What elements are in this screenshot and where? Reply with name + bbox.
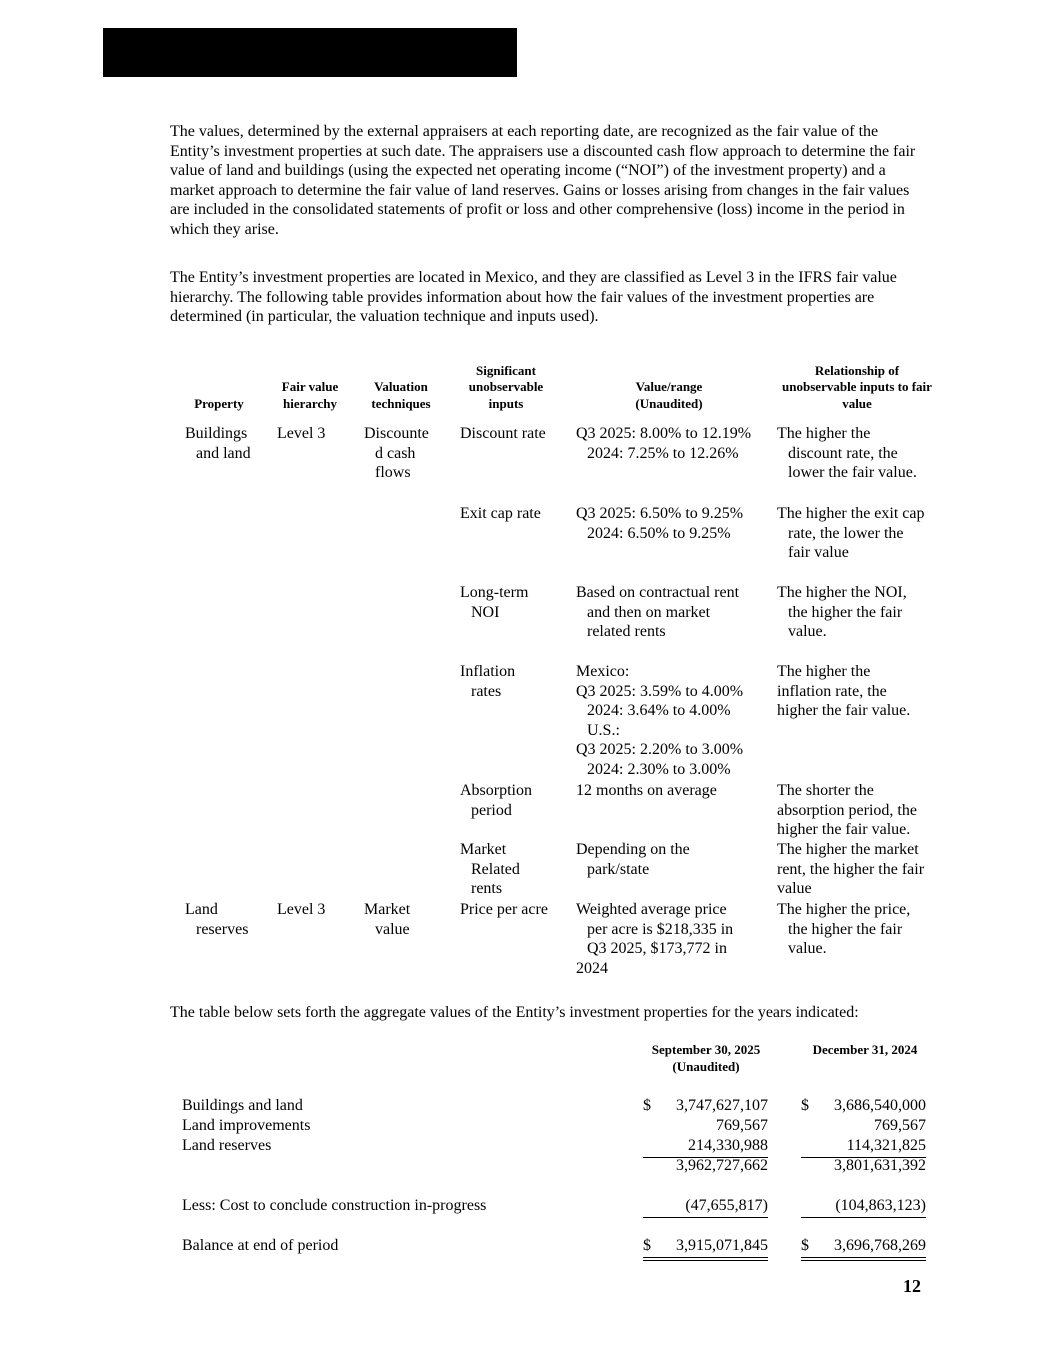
value-range-cell <box>576 840 774 879</box>
text-line: higher the fair value. <box>777 821 911 838</box>
row-label: Land improvements <box>182 1117 311 1134</box>
redaction-bar <box>103 28 517 77</box>
text-line: 2024: 7.25% to 12.26% <box>587 444 739 462</box>
currency-symbol: $ <box>801 1097 809 1114</box>
value-range-cell <box>576 781 774 801</box>
column-header-significant-unobservable-inputs <box>454 354 558 412</box>
text-line: lower the fair value. <box>788 464 917 481</box>
text-line: Q3 2025: 6.50% to 9.25% <box>576 505 744 522</box>
text-line: Value/range <box>635 379 703 394</box>
text-line: The shorter the <box>777 782 874 799</box>
amount-2024 <box>801 1096 926 1117</box>
amount-2024 <box>801 1236 926 1261</box>
text-line: per acre is $218,335 in <box>587 920 734 938</box>
text-line: Depending on the <box>576 841 690 858</box>
text-line: Discount rate <box>460 425 546 442</box>
amount-value: 3,696,768,269 <box>834 1237 926 1254</box>
text-line: Valuation <box>374 379 428 394</box>
text-line: value <box>842 395 872 411</box>
text-line: absorption period, the <box>777 801 917 819</box>
text-line: Long-term <box>460 584 529 601</box>
relationship-cell <box>777 504 945 563</box>
text-line: related rents <box>587 623 666 640</box>
text-line: unobservable <box>468 379 544 394</box>
text-line: 2024 <box>576 959 608 977</box>
input-cell <box>460 662 562 701</box>
column-header-value-range <box>576 354 762 412</box>
column-header-valuation-techniques <box>359 354 443 412</box>
amount-value: 769,567 <box>874 1117 926 1134</box>
column-header-december-2024 <box>788 1041 942 1058</box>
amount-value: 3,801,631,392 <box>834 1157 926 1174</box>
text-line: The higher the exit cap <box>777 505 925 522</box>
amount-value: 3,686,540,000 <box>834 1097 926 1114</box>
text-line: U.S.: <box>587 721 620 739</box>
text-line: period <box>471 801 512 819</box>
input-cell <box>460 840 562 899</box>
input-cell <box>460 781 562 820</box>
text-line: value <box>375 920 410 938</box>
relationship-cell <box>777 900 945 959</box>
text-line: rate, the lower the <box>788 524 904 542</box>
text-line: 2024: 3.64% to 4.00% <box>587 702 731 719</box>
text-line: value. <box>788 623 827 640</box>
relationship-cell <box>777 424 945 483</box>
amount-value: (47,655,817) <box>685 1197 768 1214</box>
text-line: Q3 2025: 2.20% to 3.00% <box>576 741 744 758</box>
text-line: December 31, 2024 <box>812 1042 918 1057</box>
text-line: techniques <box>371 395 431 411</box>
text-line: 12 months on average <box>576 782 717 799</box>
text-line: reserves <box>196 920 249 938</box>
currency-symbol: $ <box>801 1237 809 1254</box>
text-line: park/state <box>587 860 650 878</box>
text-line: the higher the fair <box>788 603 903 621</box>
amount-2025 <box>643 1136 768 1158</box>
input-cell <box>460 424 562 444</box>
text-line: and then on market <box>587 603 711 621</box>
text-line: Fair value <box>281 379 339 394</box>
amount-value: 3,962,727,662 <box>676 1157 768 1174</box>
text-line: Based on contractual rent <box>576 584 740 601</box>
text-line: Market <box>364 901 411 918</box>
row-label: Buildings and land <box>182 1097 303 1114</box>
amount-2025 <box>643 1116 768 1137</box>
row-label: Balance at end of period <box>182 1237 339 1254</box>
amount-value: (104,863,123) <box>835 1197 926 1214</box>
text-line: the higher the fair <box>788 920 903 938</box>
text-line: rates <box>471 682 502 700</box>
text-line: Level 3 <box>277 901 326 918</box>
value-range-cell <box>576 424 774 463</box>
paragraph-level3-intro: The Entity’s investment properties are located in Mexico, and they are classified as Level 3 in the IFRS fair value hierarchy. The following table provides information about how the fair values of the investment properties are determined (in particular, the valuation technique and inputs used). <box>170 269 897 325</box>
text-line: Exit cap rate <box>460 505 541 522</box>
text-line: Property <box>194 395 244 411</box>
technique-cell <box>364 900 446 939</box>
amount-value: 214,330,988 <box>688 1137 768 1154</box>
relationship-cell <box>777 662 945 721</box>
text-line: NOI <box>471 603 500 621</box>
text-line: Discounte <box>364 425 429 442</box>
amount-value: 769,567 <box>716 1117 768 1134</box>
text-line: Mexico: <box>576 663 630 680</box>
text-line: flows <box>375 464 411 481</box>
text-line: Level 3 <box>277 425 326 442</box>
amount-2024 <box>801 1116 926 1137</box>
text-line: Market <box>460 841 507 858</box>
amount-value: 114,321,825 <box>846 1137 926 1154</box>
technique-cell <box>364 424 446 483</box>
text-line: Land <box>185 901 218 918</box>
text-line: The higher the market <box>777 841 919 858</box>
text-line: Relationship of <box>814 362 900 378</box>
row-label: Less: Cost to conclude construction in-progress <box>182 1197 487 1214</box>
text-line: The higher the <box>777 425 871 442</box>
amount-2025 <box>643 1196 768 1218</box>
value-range-cell <box>576 662 774 779</box>
text-line: inputs <box>488 395 524 411</box>
currency-symbol: $ <box>643 1237 651 1254</box>
text-line: discount rate, the <box>788 444 898 462</box>
text-line: Q3 2025, $173,772 in <box>587 940 727 957</box>
paragraph-aggregate-intro: The table below sets forth the aggregate values of the Entity’s investment properties for the years indicated: <box>170 1004 859 1021</box>
text-line: Inflation <box>460 663 516 680</box>
text-line: Price per acre <box>460 901 548 918</box>
column-header-fair-value-hierarchy <box>271 354 349 412</box>
text-line: (Unaudited) <box>672 1059 740 1074</box>
text-line: Q3 2025: 8.00% to 12.19% <box>576 425 752 442</box>
text-line: The higher the NOI, <box>777 584 907 601</box>
column-header-property <box>180 354 258 412</box>
text-line: 2024: 6.50% to 9.25% <box>587 524 731 542</box>
currency-symbol: $ <box>643 1097 651 1114</box>
input-cell <box>460 504 562 524</box>
hierarchy-cell <box>277 424 347 444</box>
row-label: Land reserves <box>182 1137 272 1154</box>
text-line: The higher the <box>777 663 871 680</box>
text-line: value. <box>788 940 827 957</box>
text-line: rent, the higher the fair <box>777 860 925 878</box>
text-line: inflation rate, the <box>777 682 887 700</box>
hierarchy-cell <box>277 900 347 920</box>
column-header-september-2025 <box>628 1041 784 1075</box>
value-range-cell <box>576 900 774 978</box>
text-line: d cash <box>375 444 416 462</box>
text-line: 2024: 2.30% to 3.00% <box>587 760 731 778</box>
amount-2024 <box>801 1196 926 1218</box>
column-header-relationship <box>774 354 940 412</box>
input-cell <box>460 583 562 622</box>
input-cell <box>460 900 562 920</box>
text-line: Weighted average price <box>576 901 727 918</box>
text-line: September 30, 2025 <box>651 1042 761 1057</box>
property-cell <box>185 900 273 939</box>
text-line: The higher the price, <box>777 901 911 918</box>
text-line: higher the fair value. <box>777 702 911 719</box>
amount-2025 <box>643 1236 768 1261</box>
value-range-cell <box>576 583 774 642</box>
paragraph-fair-value-recognition: The values, determined by the external appraisers at each reporting date, are recognized as the fair value of the Entity’s investment properties at such date. The appraisers use a discounted cash flow approach to determine the fair value of land and buildings (using the expected net operating income (“NOI”) of the investment property) and a market approach to determine the fair value of land reserves. Gains or losses arising from changes in the fair values are included in the consolidated statements of profit or loss and other comprehensive (loss) income in the period in which they arise. <box>170 123 916 238</box>
text-line: hierarchy <box>283 395 337 411</box>
text-line: (Unaudited) <box>635 395 703 411</box>
text-line: Buildings <box>185 425 248 442</box>
relationship-cell <box>777 583 945 642</box>
text-line: fair value <box>788 544 849 561</box>
amount-2025 <box>643 1096 768 1117</box>
text-line: and land <box>196 444 251 462</box>
amount-2025 <box>643 1156 768 1177</box>
text-line: rents <box>471 880 503 897</box>
amount-2024 <box>801 1136 926 1158</box>
page-number: 12 <box>903 1276 921 1296</box>
text-line: Absorption <box>460 782 532 799</box>
text-line: Q3 2025: 3.59% to 4.00% <box>576 682 744 700</box>
relationship-cell <box>777 781 945 840</box>
amount-value: 3,747,627,107 <box>676 1097 768 1114</box>
text-line: Related <box>471 860 520 878</box>
property-cell <box>185 424 273 463</box>
value-range-cell <box>576 504 774 543</box>
amount-value: 3,915,071,845 <box>676 1237 768 1254</box>
text-line: value <box>777 880 812 897</box>
amount-2024 <box>801 1156 926 1177</box>
text-line: Significant <box>476 362 536 378</box>
relationship-cell <box>777 840 945 899</box>
text-line: unobservable inputs to fair <box>782 379 932 394</box>
